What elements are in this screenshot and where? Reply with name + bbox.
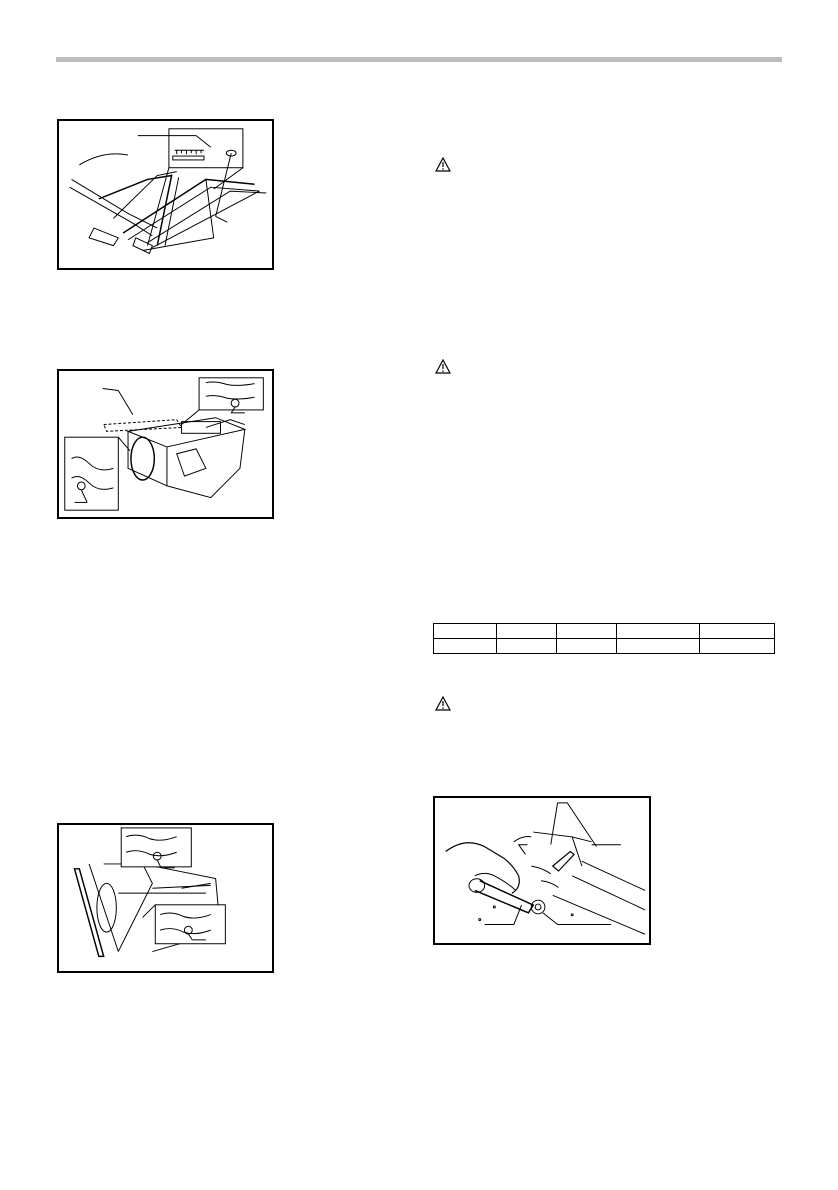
table-cell: [700, 624, 775, 639]
rip-fence-scale-illustration: [59, 121, 272, 268]
table-cell: [557, 639, 617, 654]
figure-table-extension: [57, 369, 274, 519]
table-row: [434, 639, 775, 654]
figure-rip-fence-scale: [57, 119, 274, 270]
spec-table: [433, 623, 775, 654]
figure-sliding-table: [57, 823, 274, 973]
table-row: [434, 624, 775, 639]
header-rule: [56, 57, 782, 62]
table-cell: [700, 639, 775, 654]
table-cell: [557, 624, 617, 639]
table-cell: [497, 639, 557, 654]
table-cell: [497, 624, 557, 639]
figure-blade-wrench: [433, 796, 651, 945]
warning-icon: [435, 157, 451, 172]
table-extension-illustration: [59, 371, 272, 517]
table-cell: [434, 639, 497, 654]
sliding-table-illustration: [59, 825, 272, 971]
table-cell: [617, 624, 700, 639]
blade-wrench-illustration: [435, 798, 649, 943]
table-cell: [617, 639, 700, 654]
warning-icon: [435, 696, 451, 711]
warning-icon: [435, 359, 451, 374]
table-cell: [434, 624, 497, 639]
